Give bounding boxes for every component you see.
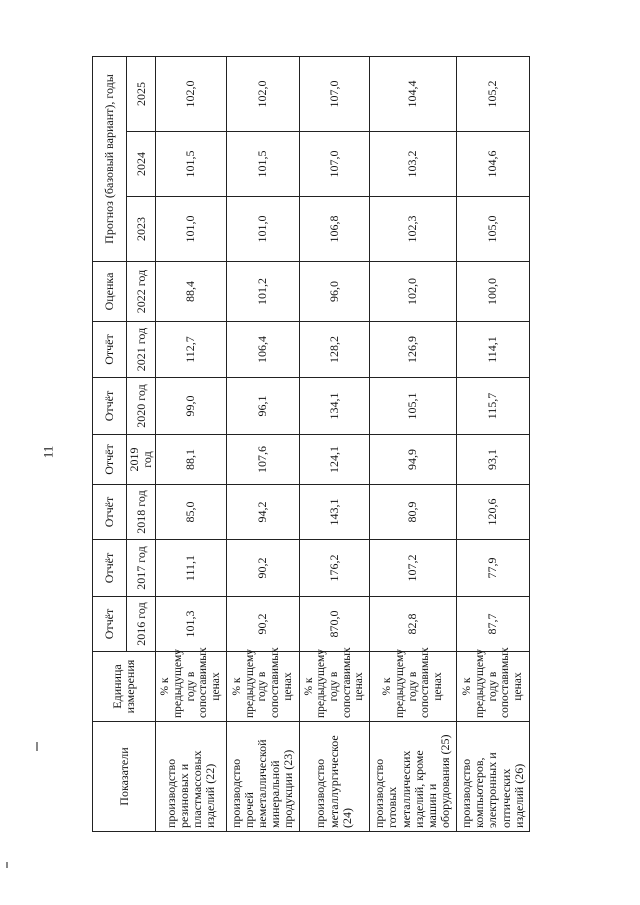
value-cell: 101,5 [156,132,226,197]
value-cell: 94,9 [369,435,456,485]
value-cell: 101,0 [226,197,299,262]
header-period-type: Отчёт [93,435,127,485]
header-year: 2018 год [127,485,156,540]
value-cell: 102,0 [226,56,299,131]
row-indicator: производство резиновых и пластмассовых изделий (22) [156,722,226,832]
value-cell: 106,8 [299,197,369,262]
row-indicator: производство прочей неметаллической минеральной продукции (23) [226,722,299,832]
header-period-type: Отчёт [93,540,127,597]
value-cell: 106,4 [226,322,299,378]
value-cell: 96,0 [299,262,369,322]
value-cell: 143,1 [299,485,369,540]
forecast-table-container [92,57,530,832]
value-cell: 88,1 [156,435,226,485]
header-period-type: Отчёт [93,597,127,652]
row-unit: % к предыдущему году в сопоставимых ценах [456,652,529,722]
header-year: 2019 год [127,435,156,485]
value-cell: 120,6 [456,485,529,540]
value-cell: 103,2 [369,132,456,197]
header-period-type: Отчёт [93,378,127,435]
header-year: 2021 год [127,322,156,378]
value-cell: 101,2 [226,262,299,322]
value-cell: 85,0 [156,485,226,540]
value-cell: 96,1 [226,378,299,435]
header-unit: Единица измерения [93,652,156,722]
value-cell: 128,2 [299,322,369,378]
value-cell: 101,5 [226,132,299,197]
value-cell: 94,2 [226,485,299,540]
value-cell: 88,4 [156,262,226,322]
row-indicator: производство компьютеров, электронных и оптических изделий (26) [456,722,529,832]
header-forecast-year: 2025 [127,56,156,131]
value-cell: 101,0 [156,197,226,262]
value-cell: 104,4 [369,56,456,131]
value-cell: 134,1 [299,378,369,435]
value-cell: 107,0 [299,132,369,197]
value-cell: 102,0 [369,262,456,322]
header-period-type: Отчёт [93,485,127,540]
value-cell: 82,8 [369,597,456,652]
value-cell: 176,2 [299,540,369,597]
header-indicator: Показатели [93,722,156,832]
row-unit: % к предыдущему году в сопоставимых ценах [369,652,456,722]
value-cell: 93,1 [456,435,529,485]
value-cell: 105,2 [456,56,529,131]
value-cell: 77,9 [456,540,529,597]
row-indicator: производство металлургическое (24) [299,722,369,832]
table-row [299,56,369,831]
header-period-type: Отчёт [93,322,127,378]
forecast-table [92,56,530,832]
value-cell: 99,0 [156,378,226,435]
table-row [456,56,529,831]
value-cell: 107,2 [369,540,456,597]
header-year: 2017 год [127,540,156,597]
value-cell: 100,0 [456,262,529,322]
scan-margin-mark [36,742,38,751]
value-cell: 87,7 [456,597,529,652]
header-forecast-year: 2024 [127,132,156,197]
table-row [226,56,299,831]
value-cell: 111,1 [156,540,226,597]
value-cell: 112,7 [156,322,226,378]
header-year: 2016 год [127,597,156,652]
page-number: 11 [40,445,56,459]
row-unit: % к предыдущему году в сопоставимых ценах [156,652,226,722]
header-period-type: Оценка [93,262,127,322]
value-cell: 114,1 [456,322,529,378]
header-forecast-year: 2023 [127,197,156,262]
value-cell: 90,2 [226,597,299,652]
value-cell: 107,0 [299,56,369,131]
value-cell: 870,0 [299,597,369,652]
table-row [369,56,456,831]
value-cell: 101,3 [156,597,226,652]
value-cell: 80,9 [369,485,456,540]
header-forecast: Прогноз (базовый вариант), годы [93,56,127,261]
scan-margin-mark [6,862,8,868]
value-cell: 115,7 [456,378,529,435]
value-cell: 102,3 [369,197,456,262]
value-cell: 90,2 [226,540,299,597]
header-row [93,56,127,831]
value-cell: 104,6 [456,132,529,197]
row-unit: % к предыдущему году в сопоставимых ценах [226,652,299,722]
value-cell: 102,0 [156,56,226,131]
value-cell: 105,0 [456,197,529,262]
header-year: 2022 год [127,262,156,322]
table-row [156,56,226,831]
value-cell: 126,9 [369,322,456,378]
value-cell: 107,6 [226,435,299,485]
value-cell: 124,1 [299,435,369,485]
row-indicator: производство готовых металлических изделий, кроме машин и оборудования (25) [369,722,456,832]
header-year: 2020 год [127,378,156,435]
row-unit: % к предыдущему году в сопоставимых ценах [299,652,369,722]
value-cell: 105,1 [369,378,456,435]
